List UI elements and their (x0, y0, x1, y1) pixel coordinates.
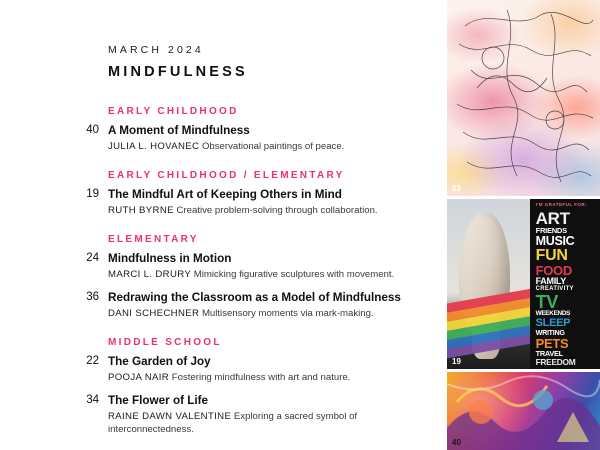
poster-word: FREEDOM (535, 356, 576, 367)
poster-sculpture-photo (447, 199, 530, 369)
entry-author: POOJA NAIR (108, 372, 170, 383)
entry-title[interactable]: The Garden of Joy (108, 355, 211, 369)
toc-section (86, 106, 441, 153)
entry-author: RAINE DAWN VALENTINE (108, 411, 232, 423)
poster-word: FRIENDS (535, 225, 567, 235)
entry-description: Exploring a sacred symbol of interconnectedness. (108, 411, 358, 435)
entry-meta (108, 411, 441, 436)
section-heading: ELEMENTARY (108, 234, 199, 246)
image-gallery (441, 0, 600, 450)
gallery-caption: 22 (452, 184, 461, 193)
entry-description: Observational paintings of peace. (201, 140, 345, 152)
gallery-caption: 19 (452, 357, 461, 366)
entry-meta (108, 308, 441, 320)
entry-title[interactable]: Mindfulness in Motion (108, 252, 232, 266)
toc-section (86, 234, 441, 320)
poster-word: WRITING (535, 328, 565, 338)
poster-word: FAMILY (535, 276, 566, 287)
entry-title[interactable]: A Moment of Mindfulness (108, 124, 250, 137)
poster-word: TV (535, 291, 559, 312)
section-heading: EARLY CHILDHOOD (108, 106, 239, 117)
poster-word: MUSIC (535, 233, 575, 248)
toc-entry[interactable] (86, 291, 441, 320)
section-heading: MIDDLE SCHOOL (108, 337, 222, 349)
entry-meta (108, 372, 441, 384)
poster-word-list (530, 199, 600, 369)
issue-title: MINDFULNESS (108, 64, 248, 80)
toc-entry[interactable] (86, 394, 441, 436)
toc-entry[interactable] (86, 124, 441, 153)
entry-description: Creative problem-solving through collaboration. (176, 204, 378, 216)
toc-entry[interactable] (86, 355, 441, 384)
poster-word: SLEEP (535, 316, 571, 329)
entry-page-number: 19 (86, 188, 99, 201)
entry-meta (108, 205, 441, 217)
entry-author: DANI SCHECHNER (108, 307, 200, 319)
toc-entry[interactable] (86, 252, 441, 281)
entry-page-number: 40 (86, 124, 99, 136)
entry-title[interactable]: Redrawing the Classroom as a Model of Mindfulness (108, 291, 401, 305)
section-heading: EARLY CHILDHOOD / ELEMENTARY (108, 170, 345, 182)
entry-author: MARCI L. DRURY (108, 268, 192, 280)
entry-description: Multisensory moments via mark-making. (201, 307, 374, 319)
entry-description: Mimicking figurative sculptures with movement. (193, 268, 395, 280)
entry-author: JULIA L. HOVANEC (108, 140, 200, 152)
entry-meta (108, 269, 441, 281)
entry-author: RUTH BYRNE (108, 204, 174, 216)
entry-meta (108, 141, 441, 153)
toc-section (86, 170, 441, 217)
entry-title[interactable]: The Flower of Life (108, 394, 208, 408)
entry-page-number: 22 (86, 355, 99, 368)
issue-date: MARCH 2024 (108, 44, 204, 56)
gallery-image-gratitude-poster (447, 199, 600, 369)
mural-shapes-icon (447, 372, 600, 450)
poster-word: FOOD (535, 262, 572, 278)
entry-page-number: 24 (86, 252, 99, 265)
gallery-image-mural (447, 372, 600, 450)
toc-entry[interactable] (86, 188, 441, 217)
entry-page-number: 34 (86, 394, 99, 407)
scribble-lines-icon (447, 0, 600, 196)
toc-section (86, 337, 441, 436)
entry-description: Fostering mindfulness with art and nature. (171, 372, 351, 383)
gallery-image-watercolor (447, 0, 600, 196)
poster-word: TRAVEL (535, 348, 563, 358)
entry-page-number: 36 (86, 291, 99, 304)
entry-title[interactable]: The Mindful Art of Keeping Others in Mind (108, 188, 342, 202)
poster-word: WEEKENDS (535, 310, 571, 318)
poster-word: FUN (535, 246, 568, 264)
poster-word: ART (535, 208, 570, 228)
poster-word: CREATIVITY (535, 286, 574, 293)
poster-word: PETS (535, 335, 569, 351)
poster-kicker: I'M GRATEFUL FOR: (535, 202, 587, 207)
gallery-caption: 40 (452, 438, 461, 447)
